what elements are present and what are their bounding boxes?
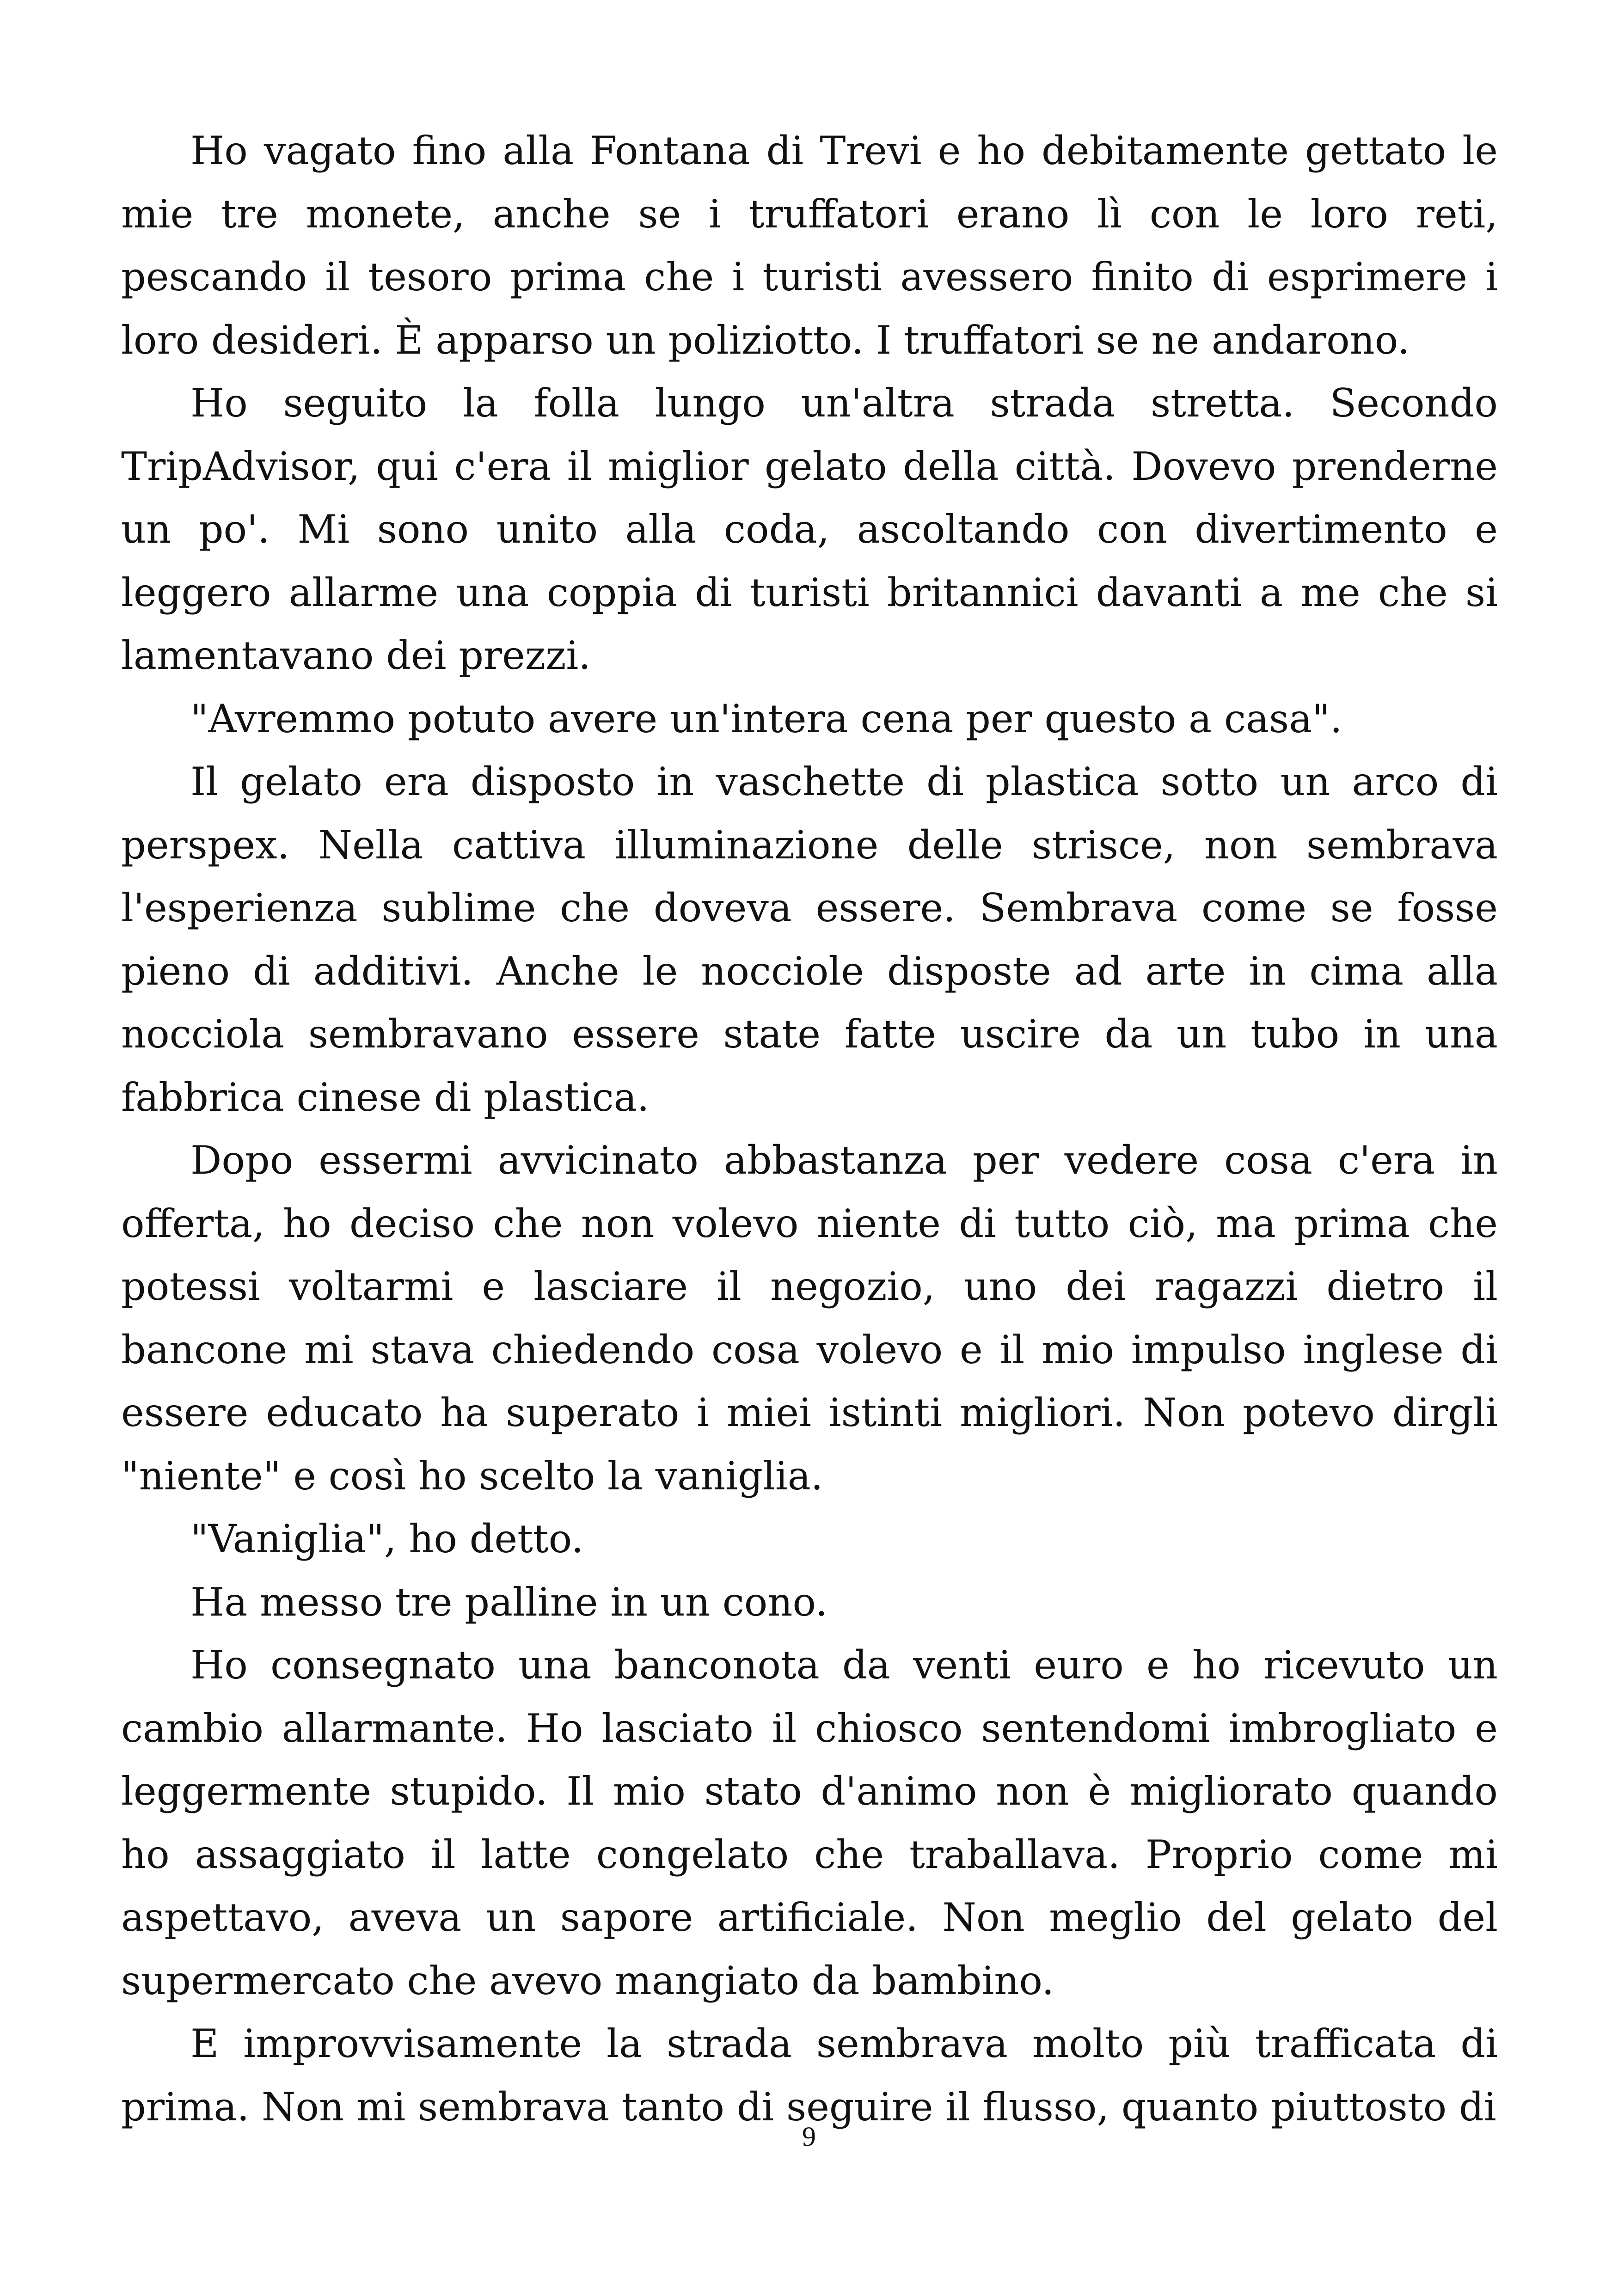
paragraph: E improvvisamente la strada sembrava molto più trafficata di prima. Non mi sembrava tanto di seguire il flusso, quanto piuttosto di <box>121 2021 1498 2130</box>
paragraph: Ho consegnato una banconota da venti euro e ho ricevuto un cambio allarmante. Ho lasciato il chiosco sentendomi imbrogliato e leggermente stupido. Il mio stato d'animo non è migliorato quando ho assaggiato il latte congelato che traballava. Proprio come mi aspettavo, aveva un sapore artificiale. Non meglio del gelato del supermercato che avevo mangiato da bambino. <box>121 1642 1498 2003</box>
paragraph: Ho seguito la folla lungo un'altra strada stretta. Secondo TripAdvisor, qui c'era il miglior gelato della città. Dovevo prenderne un po'. Mi sono unito alla coda, ascoltando con divertimento e leggero allarme una coppia di turisti britannici davanti a me che si lamentavano dei prezzi. <box>121 380 1498 678</box>
paragraph: Ho vagato fino alla Fontana di Trevi e ho debitamente gettato le mie tre monete, anche se i truffatori erano lì con le loro reti, pescando il tesoro prima che i turisti avessero finito di esprimere i loro desideri. È apparso un poliziotto. I truffatori se ne andarono. <box>121 128 1498 363</box>
paragraph: Il gelato era disposto in vaschette di plastica sotto un arco di perspex. Nella cattiva illuminazione delle strisce, non sembrava l'esperienza sublime che doveva essere. Sembrava come se fosse pieno di additivi. Anche le nocciole disposte ad arte in cima alla nocciola sembravano essere state fatte uscire da un tubo in una fabbrica cinese di plastica. <box>121 759 1498 1120</box>
paragraph: Ha messo tre palline in un cono. <box>190 1579 828 1625</box>
paragraph: "Avremmo potuto avere un'intera cena per questo a casa". <box>190 696 1342 741</box>
page-body <box>121 119 1498 2138</box>
page-number: 9 <box>802 2121 816 2152</box>
paragraph: Dopo essermi avvicinato abbastanza per vedere cosa c'era in offerta, ho deciso che non volevo niente di tutto ciò, ma prima che potessi voltarmi e lasciare il negozio, uno dei ragazzi dietro il bancone mi stava chiedendo cosa volevo e il mio impulso inglese di essere educato ha superato i miei istinti migliori. Non potevo dirgli "niente" e così ho scelto la vaniglia. <box>121 1138 1498 1499</box>
paragraph: "Vaniglia", ho detto. <box>190 1516 584 1561</box>
